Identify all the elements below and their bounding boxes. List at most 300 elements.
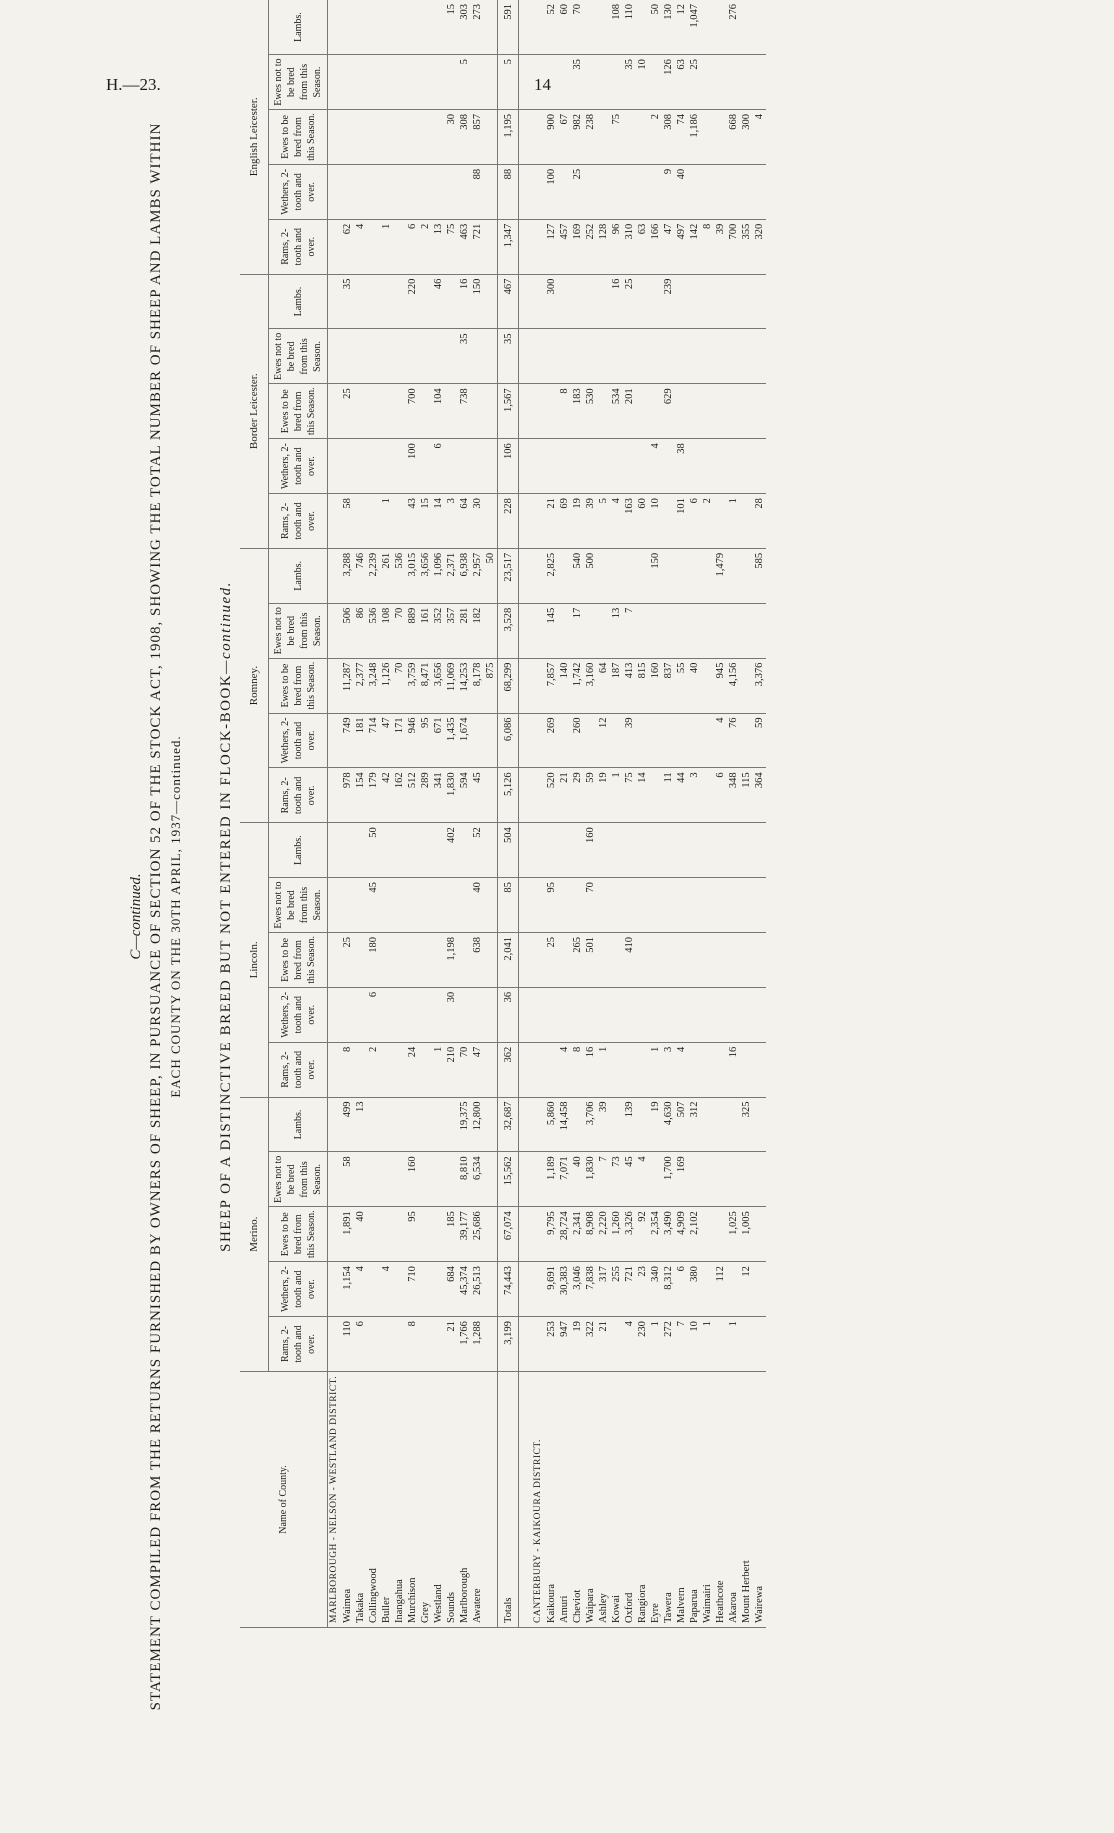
table-cell	[341, 110, 354, 165]
table-cell: 4	[354, 219, 367, 274]
district-heading-row	[328, 0, 342, 1628]
table-cell: 25	[623, 274, 636, 329]
table-body	[328, 0, 767, 1628]
table-cell	[367, 439, 380, 494]
table-cell: 74,443	[498, 1262, 519, 1317]
table-cell	[662, 932, 675, 987]
table-cell	[380, 110, 393, 165]
table-cell	[484, 439, 498, 494]
table-cell	[649, 987, 662, 1042]
table-cell: 1,891	[341, 1207, 354, 1262]
table-cell	[701, 823, 714, 878]
table-cell: 2	[701, 494, 714, 549]
table-cell: 44	[675, 768, 688, 823]
table-cell	[367, 1152, 380, 1207]
table-cell	[328, 823, 342, 878]
table-cell: 60	[636, 494, 649, 549]
table-cell	[701, 1152, 714, 1207]
table-cell: 11,069	[445, 658, 458, 713]
table-cell	[727, 603, 740, 658]
table-cell: 30,383	[558, 1262, 571, 1317]
table-cell	[471, 713, 484, 768]
table-cell: 357	[445, 603, 458, 658]
table-cell	[636, 439, 649, 494]
table-cell: 463	[458, 219, 471, 274]
table-cell	[753, 55, 766, 110]
table-cell	[649, 603, 662, 658]
table-cell	[471, 439, 484, 494]
table-cell	[623, 878, 636, 933]
table-cell	[484, 768, 498, 823]
table-cell	[341, 878, 354, 933]
county-name: MARLBOROUGH - NELSON - WESTLAND DISTRICT.	[328, 1371, 342, 1627]
county-name: Marlborough	[458, 1371, 471, 1627]
table-cell	[753, 439, 766, 494]
table-cell	[753, 1262, 766, 1317]
table-cell: 183	[571, 384, 584, 439]
table-cell: 228	[498, 494, 519, 549]
table-cell: 265	[571, 932, 584, 987]
table-cell	[571, 1097, 584, 1152]
table-cell	[740, 439, 753, 494]
table-cell	[610, 164, 623, 219]
table-cell: 6	[675, 1262, 688, 1317]
table-cell: 6	[688, 494, 701, 549]
table-cell	[558, 55, 571, 110]
table-row	[354, 0, 367, 1628]
table-cell	[610, 55, 623, 110]
table-cell	[636, 1042, 649, 1097]
county-name: Heathcote	[714, 1371, 727, 1627]
table-cell	[649, 55, 662, 110]
table-cell: 101	[675, 494, 688, 549]
table-cell	[662, 713, 675, 768]
table-row	[623, 0, 636, 1628]
table-cell	[419, 1042, 432, 1097]
table-cell	[753, 384, 766, 439]
table-cell	[727, 164, 740, 219]
table-cell: 269	[545, 713, 558, 768]
table-cell	[623, 439, 636, 494]
table-cell	[688, 987, 701, 1042]
table-cell: 5	[458, 55, 471, 110]
table-cell: 40	[471, 878, 484, 933]
table-cell: 45	[623, 1152, 636, 1207]
table-cell: 60	[558, 0, 571, 55]
table-cell	[458, 823, 471, 878]
table-cell	[519, 1097, 533, 1152]
table-cell: 64	[597, 658, 610, 713]
table-cell	[714, 274, 727, 329]
table-cell: 35	[623, 55, 636, 110]
table-cell	[519, 878, 533, 933]
table-cell	[519, 1262, 533, 1317]
table-cell	[675, 713, 688, 768]
table-cell: 534	[610, 384, 623, 439]
table-cell	[740, 878, 753, 933]
table-cell: 2,371	[445, 548, 458, 603]
table-cell: 220	[406, 274, 419, 329]
table-cell	[701, 0, 714, 55]
table-cell	[714, 439, 727, 494]
table-cell	[519, 548, 533, 603]
county-name: Amuri	[558, 1371, 571, 1627]
table-cell: 19	[649, 1097, 662, 1152]
table-cell	[688, 932, 701, 987]
table-cell: 738	[458, 384, 471, 439]
table-cell	[484, 329, 498, 384]
table-cell	[419, 329, 432, 384]
table-cell: 28	[753, 494, 766, 549]
table-cell: 30	[471, 494, 484, 549]
table-cell: 1,830	[445, 768, 458, 823]
table-cell: 946	[406, 713, 419, 768]
table-cell	[688, 878, 701, 933]
table-cell	[714, 932, 727, 987]
table-cell	[445, 439, 458, 494]
table-cell	[675, 987, 688, 1042]
table-cell	[714, 494, 727, 549]
table-cell: 341	[432, 768, 445, 823]
table-cell	[597, 274, 610, 329]
table-cell	[445, 329, 458, 384]
table-cell	[519, 823, 533, 878]
table-cell: 3,656	[432, 658, 445, 713]
table-cell	[328, 164, 342, 219]
table-cell	[406, 164, 419, 219]
table-cell: 1,830	[584, 1152, 597, 1207]
table-cell	[727, 384, 740, 439]
table-cell	[354, 0, 367, 55]
table-cell	[406, 55, 419, 110]
table-row	[419, 0, 432, 1628]
table-cell	[584, 987, 597, 1042]
table-cell: 7	[623, 603, 636, 658]
table-cell: 945	[714, 658, 727, 713]
table-cell	[597, 878, 610, 933]
subcolumn-header: Ewes to be bred from this Season.	[269, 658, 328, 713]
table-cell	[545, 329, 558, 384]
table-row	[445, 0, 458, 1628]
table-cell	[753, 1317, 766, 1372]
table-row	[688, 0, 701, 1628]
table-cell: 7	[675, 1317, 688, 1372]
table-cell	[432, 0, 445, 55]
table-cell	[649, 932, 662, 987]
table-cell	[649, 274, 662, 329]
table-cell	[727, 329, 740, 384]
table-cell: 35	[341, 274, 354, 329]
table-cell: 261	[380, 548, 393, 603]
table-cell: 501	[584, 932, 597, 987]
table-cell	[484, 494, 498, 549]
table-cell: 21	[597, 1317, 610, 1372]
subtitle-text: SHEEP OF A DISTINCTIVE BREED BUT NOT ENTERED IN FLOCK-BOOK	[218, 673, 234, 1252]
table-cell	[519, 1317, 533, 1372]
table-cell	[597, 603, 610, 658]
table-cell	[714, 1042, 727, 1097]
table-cell	[432, 932, 445, 987]
table-cell	[393, 878, 406, 933]
table-cell	[636, 1097, 649, 1152]
table-cell	[636, 0, 649, 55]
table-cell: 2,354	[649, 1207, 662, 1262]
table-cell	[519, 219, 533, 274]
county-name: Murchison	[406, 1371, 419, 1627]
county-name: Grey	[419, 1371, 432, 1627]
table-cell: 95	[545, 878, 558, 933]
table-cell: 12	[740, 1262, 753, 1317]
table-cell: 3,759	[406, 658, 419, 713]
table-cell	[519, 603, 533, 658]
table-cell: 1,198	[445, 932, 458, 987]
table-cell	[419, 878, 432, 933]
table-cell: 85	[498, 878, 519, 933]
table-cell	[740, 987, 753, 1042]
table-row	[471, 0, 484, 1628]
table-cell: 14,458	[558, 1097, 571, 1152]
table-cell	[636, 384, 649, 439]
table-cell: 50	[367, 823, 380, 878]
table-cell	[354, 1152, 367, 1207]
table-cell: 714	[367, 713, 380, 768]
table-cell: 900	[545, 110, 558, 165]
table-cell	[380, 823, 393, 878]
table-cell: 70	[393, 603, 406, 658]
table-cell: 5	[498, 55, 519, 110]
table-cell	[354, 329, 367, 384]
table-cell	[367, 384, 380, 439]
table-cell	[740, 548, 753, 603]
county-name: Tawera	[662, 1371, 675, 1627]
table-cell: 16	[458, 274, 471, 329]
table-cell: 710	[406, 1262, 419, 1317]
table-cell: 1,288	[471, 1317, 484, 1372]
table-cell	[419, 1317, 432, 1372]
subcolumn-header: Rams, 2-tooth and over.	[269, 219, 328, 274]
table-cell: 276	[727, 0, 740, 55]
table-cell: 594	[458, 768, 471, 823]
table-cell	[740, 329, 753, 384]
table-cell: 11	[662, 768, 675, 823]
table-cell	[675, 384, 688, 439]
table-row	[701, 0, 714, 1628]
table-cell	[623, 1042, 636, 1097]
table-cell	[701, 713, 714, 768]
table-cell	[471, 987, 484, 1042]
table-cell	[445, 384, 458, 439]
table-cell	[740, 494, 753, 549]
table-row	[519, 0, 533, 1628]
table-cell	[701, 1042, 714, 1097]
table-cell	[419, 1207, 432, 1262]
table-cell	[406, 823, 419, 878]
table-cell	[419, 1262, 432, 1317]
table-cell: 150	[649, 548, 662, 603]
table-cell	[636, 164, 649, 219]
table-cell: 700	[727, 219, 740, 274]
table-cell: 4	[354, 1262, 367, 1317]
district-heading-row	[532, 0, 545, 1628]
table-cell: 63	[675, 55, 688, 110]
table-cell	[419, 0, 432, 55]
table-cell: 1,766	[458, 1317, 471, 1372]
table-cell: 1	[727, 494, 740, 549]
table-cell	[532, 603, 545, 658]
table-cell: 21	[445, 1317, 458, 1372]
table-cell	[532, 55, 545, 110]
table-cell: 8	[406, 1317, 419, 1372]
group-header-row	[240, 0, 269, 1628]
table-cell	[532, 1097, 545, 1152]
table-cell	[584, 603, 597, 658]
table-cell	[406, 932, 419, 987]
table-cell	[532, 164, 545, 219]
table-cell	[393, 110, 406, 165]
table-cell	[367, 1207, 380, 1262]
table-cell	[328, 219, 342, 274]
table-cell	[532, 823, 545, 878]
table-cell	[701, 55, 714, 110]
table-cell: 746	[354, 548, 367, 603]
table-cell: 467	[498, 274, 519, 329]
table-cell: 163	[623, 494, 636, 549]
table-cell: 362	[498, 1042, 519, 1097]
table-cell: 110	[623, 0, 636, 55]
table-cell: 1,005	[740, 1207, 753, 1262]
table-cell	[584, 274, 597, 329]
subcolumn-header: Wethers, 2-tooth and over.	[269, 164, 328, 219]
group-english-leicester: English Leicester.	[240, 0, 269, 274]
table-cell	[558, 548, 571, 603]
table-cell: 1,700	[662, 1152, 675, 1207]
table-cell: 32,687	[498, 1097, 519, 1152]
table-cell: 210	[445, 1042, 458, 1097]
table-cell	[532, 878, 545, 933]
table-cell	[623, 110, 636, 165]
table-cell	[380, 164, 393, 219]
table-cell: 6	[367, 987, 380, 1042]
table-cell	[393, 494, 406, 549]
table-cell: 3,288	[341, 548, 354, 603]
table-cell: 815	[636, 658, 649, 713]
table-cell	[753, 1207, 766, 1262]
table-cell: 21	[558, 768, 571, 823]
table-cell	[380, 439, 393, 494]
table-cell: 239	[662, 274, 675, 329]
table-cell: 16	[727, 1042, 740, 1097]
table-cell: 536	[367, 603, 380, 658]
table-cell	[341, 55, 354, 110]
table-cell: 40	[571, 1152, 584, 1207]
table-cell: 46	[432, 274, 445, 329]
table-cell	[519, 329, 533, 384]
table-cell	[610, 823, 623, 878]
table-cell: 638	[471, 932, 484, 987]
table-cell	[393, 219, 406, 274]
table-row	[380, 0, 393, 1628]
table-cell	[701, 384, 714, 439]
table-cell: 1	[597, 1042, 610, 1097]
table-cell: 8	[571, 1042, 584, 1097]
table-cell	[675, 823, 688, 878]
county-name: Cheviot	[571, 1371, 584, 1627]
table-cell: 352	[432, 603, 445, 658]
table-cell: 19	[571, 494, 584, 549]
table-cell	[380, 384, 393, 439]
subcolumn-header: Rams, 2-tooth and over.	[269, 1317, 328, 1372]
table-cell	[354, 274, 367, 329]
table-cell: 70	[571, 0, 584, 55]
table-cell: 281	[458, 603, 471, 658]
page-code: H.—23.	[106, 75, 161, 94]
table-cell	[584, 0, 597, 55]
table-cell: 3,046	[571, 1262, 584, 1317]
table-cell: 45	[471, 768, 484, 823]
table-row	[571, 0, 584, 1628]
table-cell: 1,126	[380, 658, 393, 713]
subcolumn-header: Lambs.	[269, 0, 328, 55]
county-name: CANTERBURY - KAIKOURA DISTRICT.	[532, 1371, 545, 1627]
table-cell	[662, 987, 675, 1042]
table-cell: 30	[445, 987, 458, 1042]
table-cell: 40	[354, 1207, 367, 1262]
table-cell	[393, 0, 406, 55]
table-cell	[484, 1317, 498, 1372]
table-cell: 889	[406, 603, 419, 658]
table-cell	[367, 494, 380, 549]
table-cell	[354, 987, 367, 1042]
table-cell	[445, 878, 458, 933]
table-cell: 4,630	[662, 1097, 675, 1152]
table-cell	[432, 164, 445, 219]
table-cell	[597, 987, 610, 1042]
table-cell	[610, 1042, 623, 1097]
table-cell: 457	[558, 219, 571, 274]
table-cell	[419, 823, 432, 878]
table-cell	[636, 823, 649, 878]
table-cell: 684	[445, 1262, 458, 1317]
county-name: Oxford	[623, 1371, 636, 1627]
table-cell: 857	[471, 110, 484, 165]
table-cell: 4,156	[727, 658, 740, 713]
table-cell	[714, 55, 727, 110]
table-cell: 1,347	[498, 219, 519, 274]
table-cell: 86	[354, 603, 367, 658]
table-cell: 88	[498, 164, 519, 219]
table-cell: 4	[558, 1042, 571, 1097]
table-cell	[545, 55, 558, 110]
county-name: Malvern	[675, 1371, 688, 1627]
table-cell	[393, 1152, 406, 1207]
table-cell	[354, 110, 367, 165]
group-lincoln: Lincoln.	[240, 823, 269, 1097]
table-cell: 721	[471, 219, 484, 274]
table-cell: 70	[584, 878, 597, 933]
table-cell: 2,102	[688, 1207, 701, 1262]
table-cell	[610, 713, 623, 768]
table-cell	[367, 219, 380, 274]
table-cell: 73	[610, 1152, 623, 1207]
table-cell: 1,025	[727, 1207, 740, 1262]
table-cell: 6	[354, 1317, 367, 1372]
county-name: Waimea	[341, 1371, 354, 1627]
table-cell	[519, 1042, 533, 1097]
table-cell: 74	[675, 110, 688, 165]
table-cell: 9,691	[545, 1262, 558, 1317]
table-cell	[419, 1097, 432, 1152]
table-cell: 52	[545, 0, 558, 55]
